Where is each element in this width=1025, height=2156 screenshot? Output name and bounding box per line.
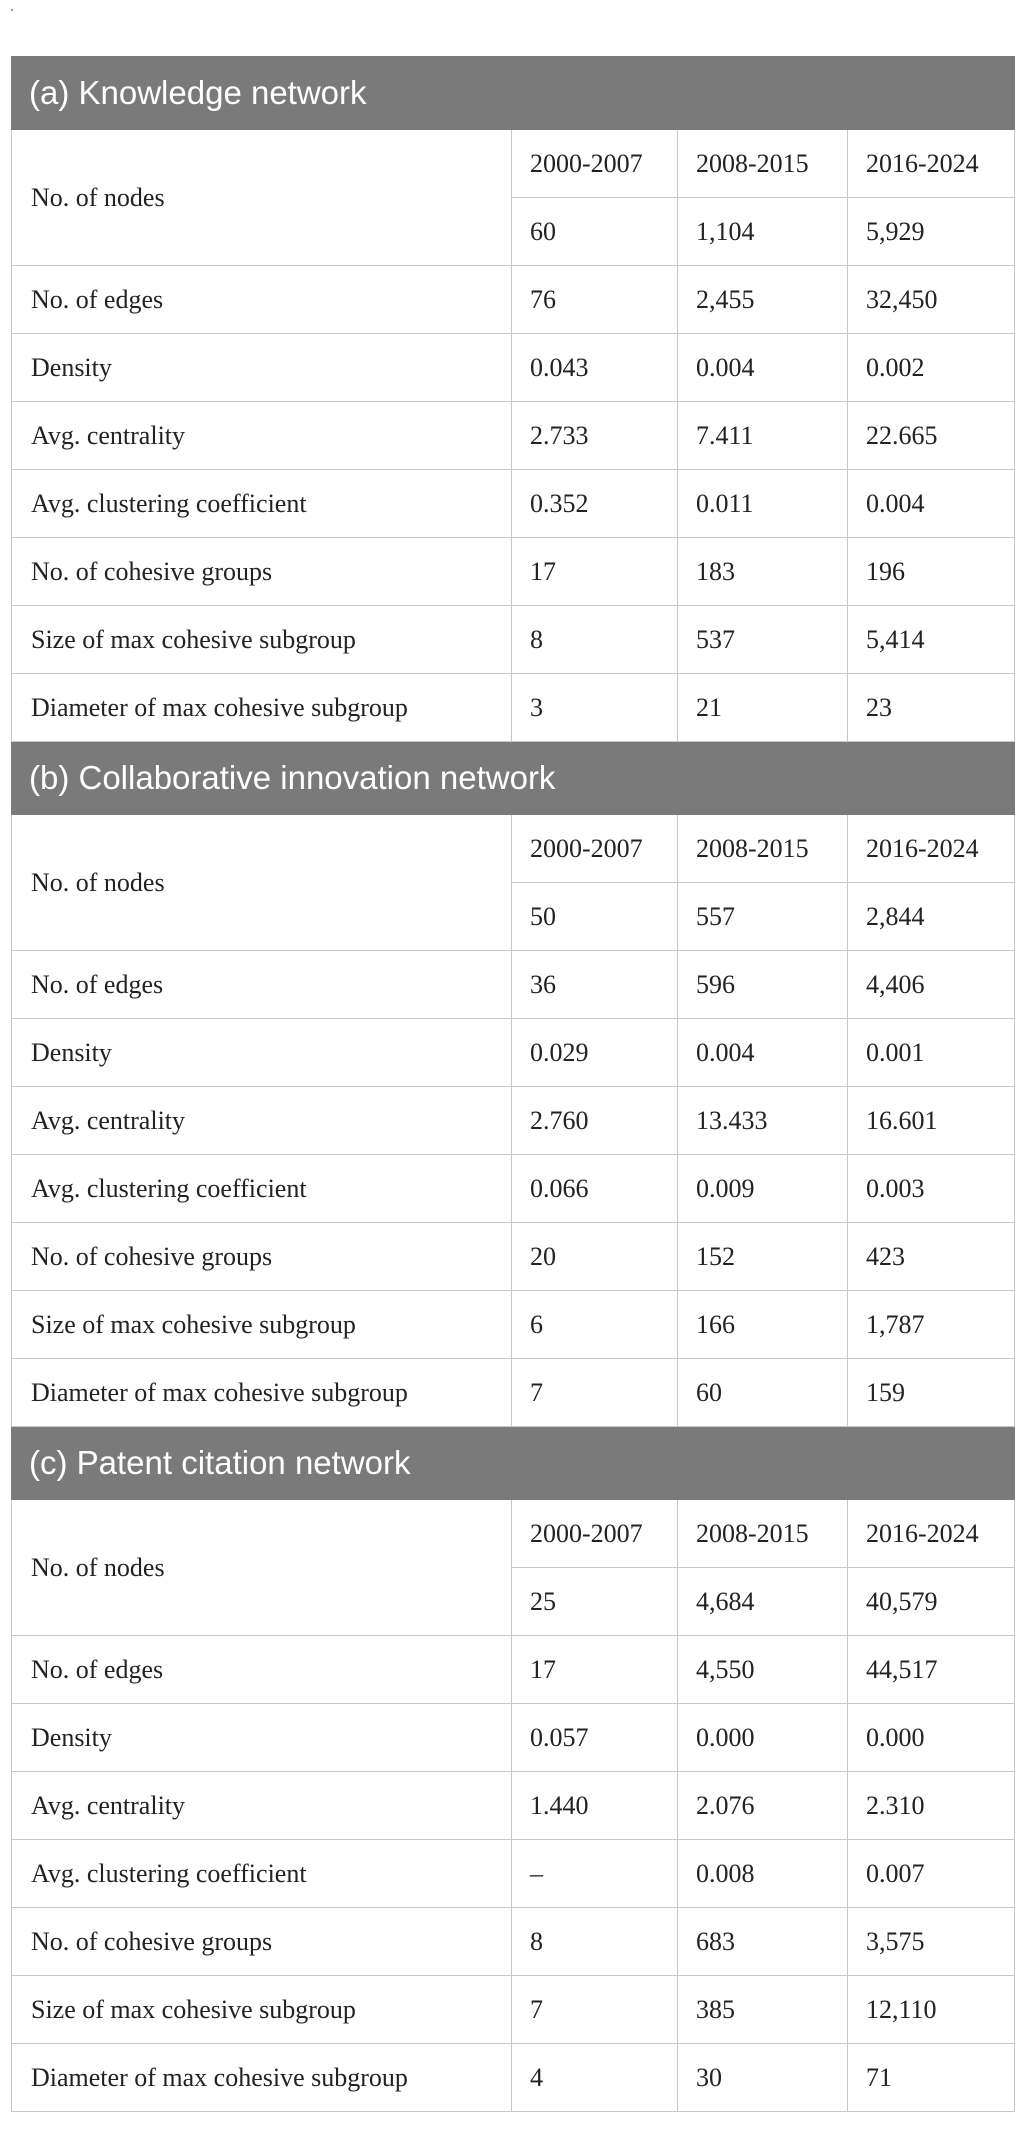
metric-label: Avg. centrality	[12, 402, 512, 470]
section-title: (b) Collaborative innovation network	[12, 742, 1015, 815]
table-row	[12, 1976, 1015, 2044]
nodes-label: No. of nodes	[12, 130, 512, 266]
metric-value: 4,406	[848, 951, 1015, 1019]
table-row	[12, 606, 1015, 674]
metric-value: 537	[678, 606, 848, 674]
table-body	[12, 57, 1015, 2112]
metric-value: 8	[512, 1908, 678, 1976]
metric-label: Density	[12, 334, 512, 402]
table-row	[12, 470, 1015, 538]
year-header: 2000-2007	[512, 130, 678, 198]
metric-label: Avg. centrality	[12, 1772, 512, 1840]
metric-value: 13.433	[678, 1087, 848, 1155]
nodes-value: 1,104	[678, 198, 848, 266]
metric-value: 71	[848, 2044, 1015, 2112]
metric-value: 596	[678, 951, 848, 1019]
table-row	[12, 1019, 1015, 1087]
nodes-value: 2,844	[848, 883, 1015, 951]
network-metrics-table-container	[11, 56, 1014, 2112]
corner-mark	[11, 9, 13, 11]
metric-value: 196	[848, 538, 1015, 606]
metric-value: 2.310	[848, 1772, 1015, 1840]
table-row	[12, 2044, 1015, 2112]
metric-label: No. of edges	[12, 951, 512, 1019]
metric-value: 76	[512, 266, 678, 334]
metric-value: 16.601	[848, 1087, 1015, 1155]
section-title: (a) Knowledge network	[12, 57, 1015, 130]
nodes-value: 60	[512, 198, 678, 266]
metric-value: 0.029	[512, 1019, 678, 1087]
metric-value: 2,455	[678, 266, 848, 334]
metric-value: 22.665	[848, 402, 1015, 470]
table-row	[12, 266, 1015, 334]
knowledge-network-header-row	[12, 57, 1015, 130]
table-row	[12, 1087, 1015, 1155]
metric-value: 2.076	[678, 1772, 848, 1840]
nodes-value: 4,684	[678, 1568, 848, 1636]
metric-value: 17	[512, 538, 678, 606]
metric-value: 166	[678, 1291, 848, 1359]
metric-label: No. of edges	[12, 266, 512, 334]
metric-value: 4	[512, 2044, 678, 2112]
metric-label: No. of cohesive groups	[12, 538, 512, 606]
metric-value: 60	[678, 1359, 848, 1427]
metric-value: 183	[678, 538, 848, 606]
metric-value: 32,450	[848, 266, 1015, 334]
metric-label: No. of cohesive groups	[12, 1908, 512, 1976]
year-header-row	[12, 130, 1015, 198]
metric-value: 159	[848, 1359, 1015, 1427]
metric-value: 0.000	[848, 1704, 1015, 1772]
table-row	[12, 1291, 1015, 1359]
metric-value: 23	[848, 674, 1015, 742]
metric-value: 423	[848, 1223, 1015, 1291]
metric-label: Diameter of max cohesive subgroup	[12, 1359, 512, 1427]
metric-value: 30	[678, 2044, 848, 2112]
metric-value: 0.009	[678, 1155, 848, 1223]
metric-value: 0.001	[848, 1019, 1015, 1087]
metric-value: 0.043	[512, 334, 678, 402]
nodes-label: No. of nodes	[12, 815, 512, 951]
metric-label: Size of max cohesive subgroup	[12, 1291, 512, 1359]
metric-label: Diameter of max cohesive subgroup	[12, 674, 512, 742]
metric-value: 152	[678, 1223, 848, 1291]
metric-value: 0.000	[678, 1704, 848, 1772]
metric-value: 1,787	[848, 1291, 1015, 1359]
nodes-label: No. of nodes	[12, 1500, 512, 1636]
metric-value: 0.004	[678, 1019, 848, 1087]
metric-value: 17	[512, 1636, 678, 1704]
section-title: (c) Patent citation network	[12, 1427, 1015, 1500]
metric-value: 7	[512, 1359, 678, 1427]
metric-value: 3	[512, 674, 678, 742]
table-row	[12, 1223, 1015, 1291]
metric-value: 385	[678, 1976, 848, 2044]
table-row	[12, 1359, 1015, 1427]
metric-value: 0.008	[678, 1840, 848, 1908]
table-row	[12, 334, 1015, 402]
nodes-value: 557	[678, 883, 848, 951]
nodes-value: 5,929	[848, 198, 1015, 266]
metric-value: 12,110	[848, 1976, 1015, 2044]
metric-label: Avg. clustering coefficient	[12, 470, 512, 538]
table-row	[12, 402, 1015, 470]
metric-label: Size of max cohesive subgroup	[12, 1976, 512, 2044]
table-row	[12, 674, 1015, 742]
metric-value: 0.004	[678, 334, 848, 402]
year-header-row	[12, 815, 1015, 883]
metric-label: Avg. clustering coefficient	[12, 1155, 512, 1223]
metric-label: Density	[12, 1019, 512, 1087]
year-header-row	[12, 1500, 1015, 1568]
metric-value: 2.733	[512, 402, 678, 470]
metric-value: –	[512, 1840, 678, 1908]
year-header: 2008-2015	[678, 815, 848, 883]
patent-citation-network-header-row	[12, 1427, 1015, 1500]
metric-value: 683	[678, 1908, 848, 1976]
metric-value: 0.004	[848, 470, 1015, 538]
year-header: 2000-2007	[512, 815, 678, 883]
metric-value: 5,414	[848, 606, 1015, 674]
metric-label: Density	[12, 1704, 512, 1772]
metric-value: 2.760	[512, 1087, 678, 1155]
metric-label: Diameter of max cohesive subgroup	[12, 2044, 512, 2112]
table-row	[12, 1704, 1015, 1772]
metric-value: 7.411	[678, 402, 848, 470]
year-header: 2016-2024	[848, 130, 1015, 198]
metric-value: 3,575	[848, 1908, 1015, 1976]
metric-label: No. of edges	[12, 1636, 512, 1704]
network-metrics-table	[11, 56, 1015, 2112]
metric-label: Avg. clustering coefficient	[12, 1840, 512, 1908]
year-header: 2008-2015	[678, 130, 848, 198]
nodes-value: 50	[512, 883, 678, 951]
table-row	[12, 1155, 1015, 1223]
metric-value: 0.007	[848, 1840, 1015, 1908]
metric-value: 6	[512, 1291, 678, 1359]
table-row	[12, 1772, 1015, 1840]
metric-value: 8	[512, 606, 678, 674]
metric-value: 0.002	[848, 334, 1015, 402]
metric-value: 1.440	[512, 1772, 678, 1840]
metric-value: 0.003	[848, 1155, 1015, 1223]
table-row	[12, 1908, 1015, 1976]
year-header: 2016-2024	[848, 815, 1015, 883]
metric-label: Size of max cohesive subgroup	[12, 606, 512, 674]
metric-value: 36	[512, 951, 678, 1019]
metric-value: 21	[678, 674, 848, 742]
metric-label: Avg. centrality	[12, 1087, 512, 1155]
nodes-value: 25	[512, 1568, 678, 1636]
nodes-value: 40,579	[848, 1568, 1015, 1636]
metric-value: 0.352	[512, 470, 678, 538]
metric-label: No. of cohesive groups	[12, 1223, 512, 1291]
metric-value: 0.066	[512, 1155, 678, 1223]
table-row	[12, 1636, 1015, 1704]
metric-value: 4,550	[678, 1636, 848, 1704]
collaborative-innovation-network-header-row	[12, 742, 1015, 815]
year-header: 2000-2007	[512, 1500, 678, 1568]
table-row	[12, 538, 1015, 606]
table-row	[12, 951, 1015, 1019]
metric-value: 0.057	[512, 1704, 678, 1772]
year-header: 2008-2015	[678, 1500, 848, 1568]
metric-value: 44,517	[848, 1636, 1015, 1704]
table-row	[12, 1840, 1015, 1908]
year-header: 2016-2024	[848, 1500, 1015, 1568]
metric-value: 7	[512, 1976, 678, 2044]
metric-value: 20	[512, 1223, 678, 1291]
metric-value: 0.011	[678, 470, 848, 538]
